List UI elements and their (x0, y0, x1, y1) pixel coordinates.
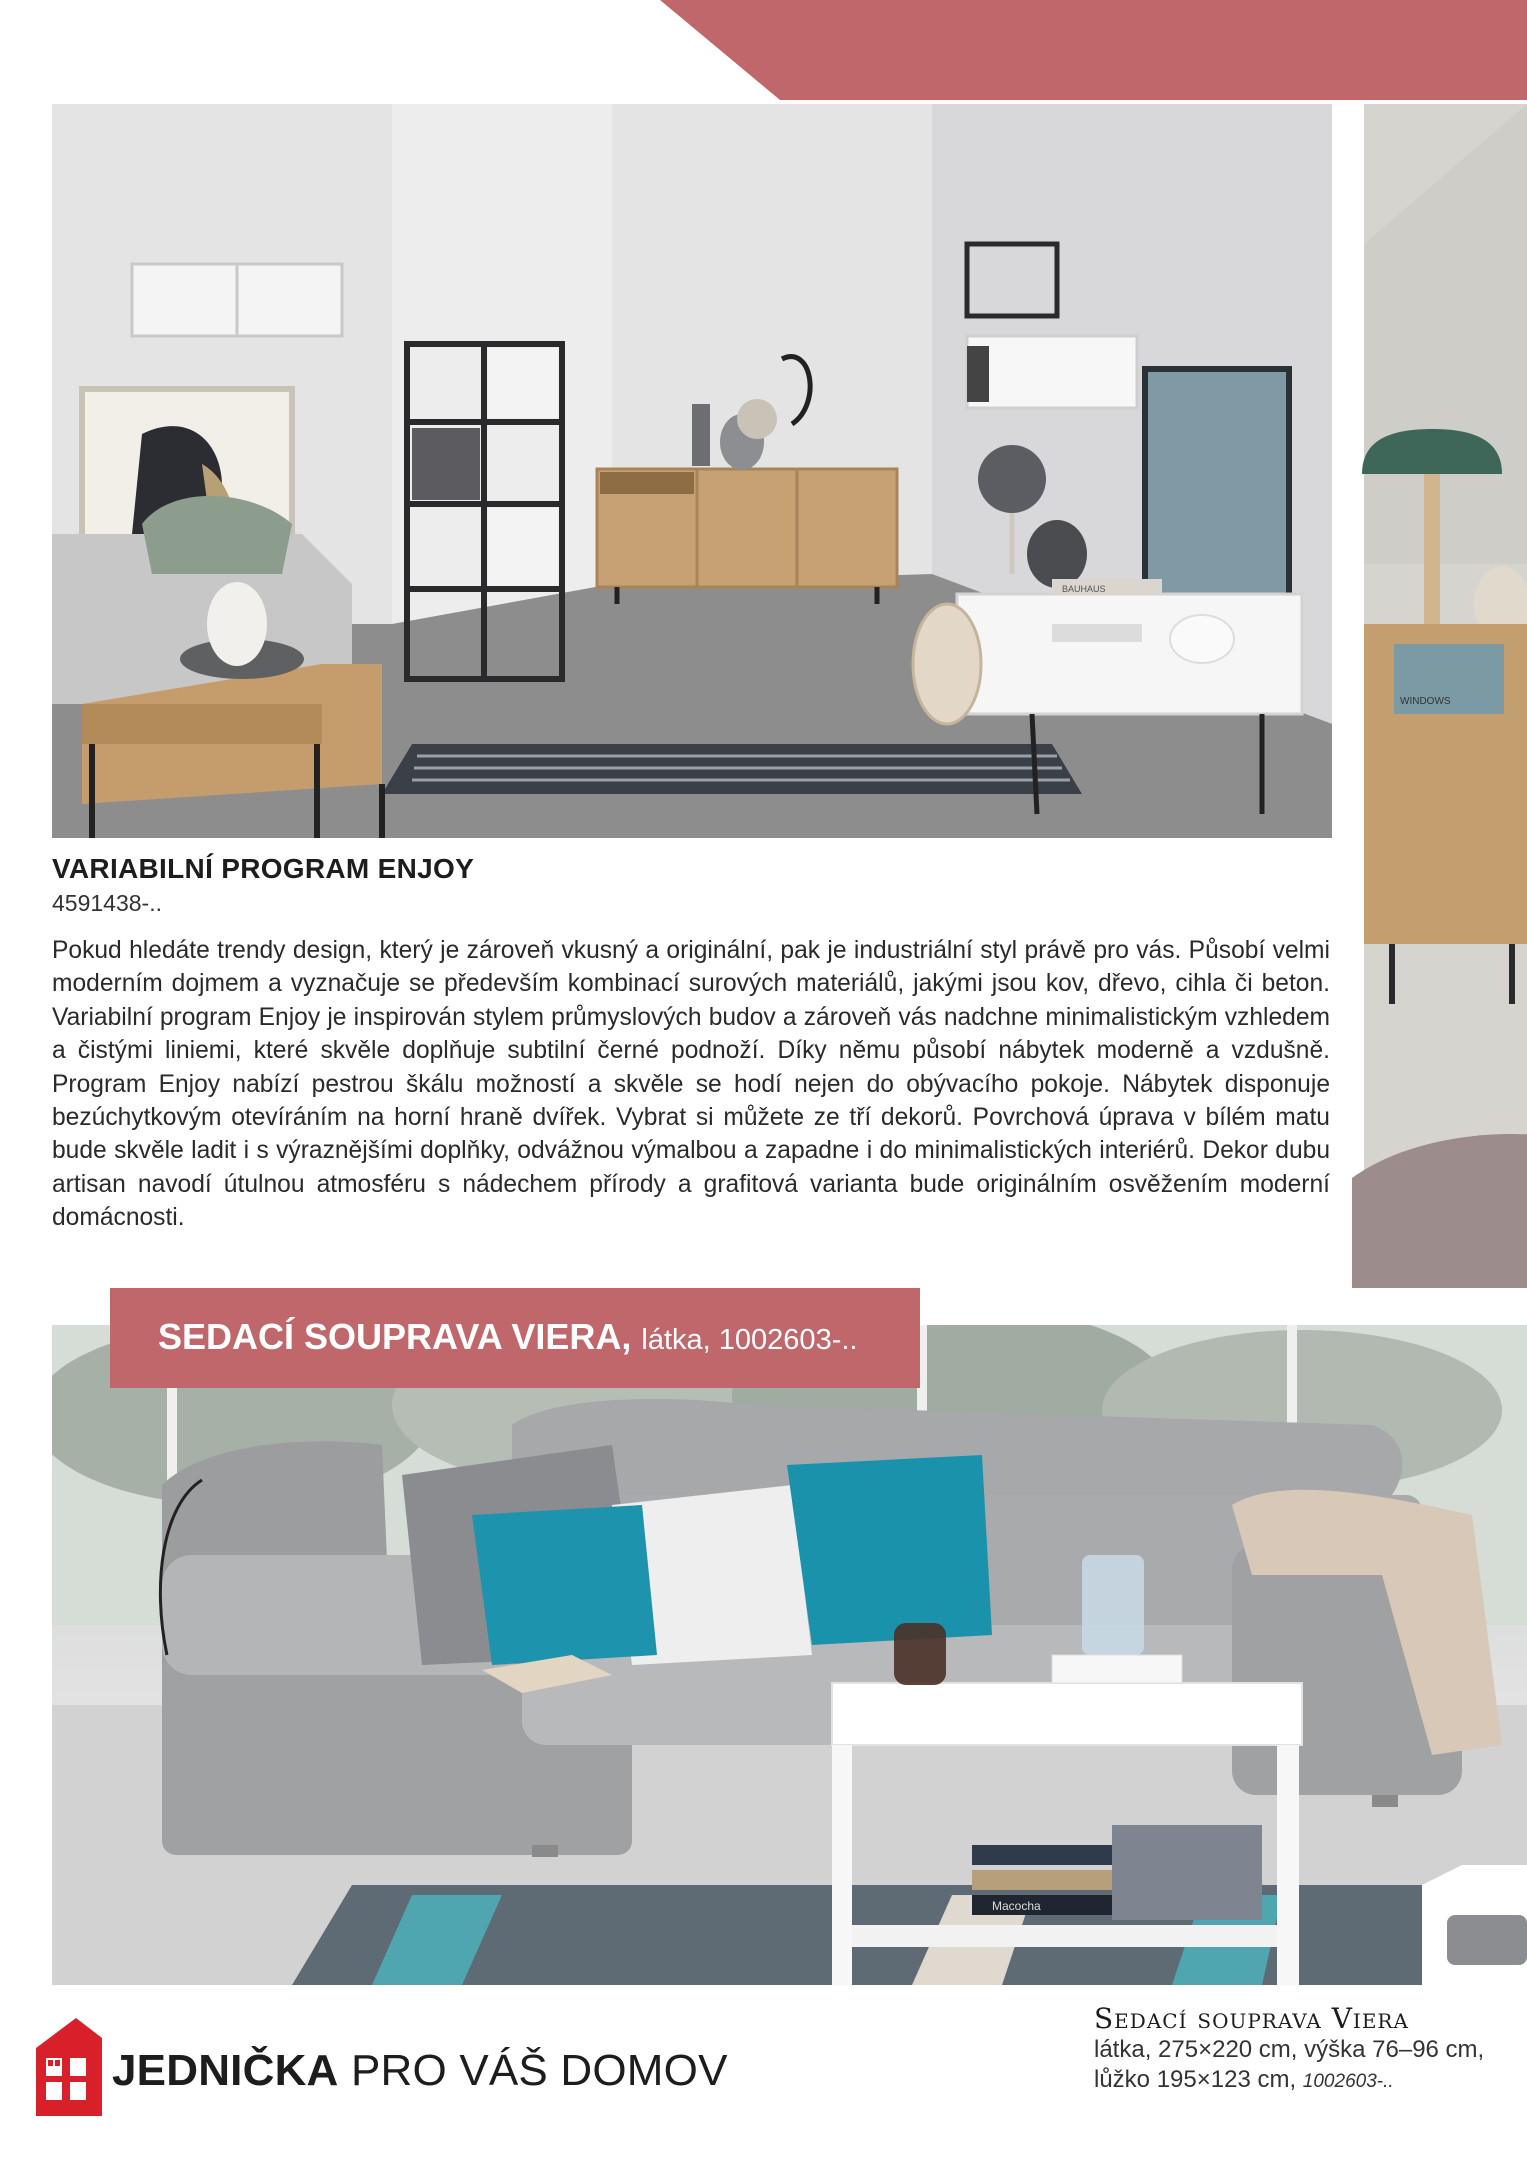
viera-spec-code: 1002603-.. (1302, 2071, 1394, 2092)
viera-spec (1094, 2002, 1527, 2097)
viera-banner-name: SEDACÍ SOUPRAVA VIERA, (158, 1316, 632, 1357)
viera-banner-title (158, 1316, 857, 1358)
footer-slogan-rest: PRO VÁŠ DOMOV (350, 2046, 728, 2095)
living-room-photo (52, 104, 1332, 838)
sofa-photo (52, 1325, 1527, 1985)
side-room-photo (1352, 104, 1527, 1288)
enjoy-description: Pokud hledáte trendy design, který je zároveň vkusný a originální, pak je industriální styl právě pro vás. Působí velmi moderním dojmem a vyznačuje se především kombinací surových materiálů, jakými jsou kov, dřevo, cihla či beton. Variabilní program Enjoy je inspirován stylem průmyslových budov a zároveň vás nadchne minimalistickým vzhledem a čistými liniemi, které skvěle doplňuje subtilní černé podnoží. Díky němu působí nábytek moderně a vzdušně. Program Enjoy nabízí pestrou škálu možností a skvěle se hodí nejen do obývacího pokoje. Nábytek disponuje bezúchytkovým otevíráním na horní hraně dvířek. Vybrat si můžete ze tří dekorů. Povrchová úprava v bílém matu bude skvěle ladit i s výraznějšími doplňky, odvážnou výmalbou a zapadne i do minimalistických interiérů. Dekor dubu artisan navodí útulnou atmosféru s nádechem přírody a grafitová varianta bude originálním osvěžením moderní domácnosti. (52, 937, 1330, 1232)
viera-spec-bed: lůžko 195×123 cm, (1094, 2066, 1297, 2093)
book-spine-bauhaus: BAUHAUS (1062, 584, 1106, 594)
viera-spec-title: Sedací souprava Viera (1094, 2002, 1409, 2035)
footer-slogan-bold: JEDNIČKA (112, 2046, 339, 2095)
viera-spec-line2 (1094, 2065, 1527, 2097)
book-spine-windows: WINDOWS (1400, 696, 1451, 707)
enjoy-title: VARIABILNÍ PROGRAM ENJOY (52, 853, 475, 884)
book-spine-macocha: Macocha (992, 1899, 1041, 1913)
viera-banner-sub: látka, 1002603-.. (641, 1324, 858, 1356)
viera-banner (110, 1288, 920, 1388)
footer-slogan (112, 2046, 728, 2096)
enjoy-product-code: 4591438-.. (52, 890, 162, 916)
viera-spec-line1: látka, 275×220 cm, výška 76–96 cm, (1094, 2036, 1485, 2063)
house-logo-icon (36, 2018, 102, 2116)
